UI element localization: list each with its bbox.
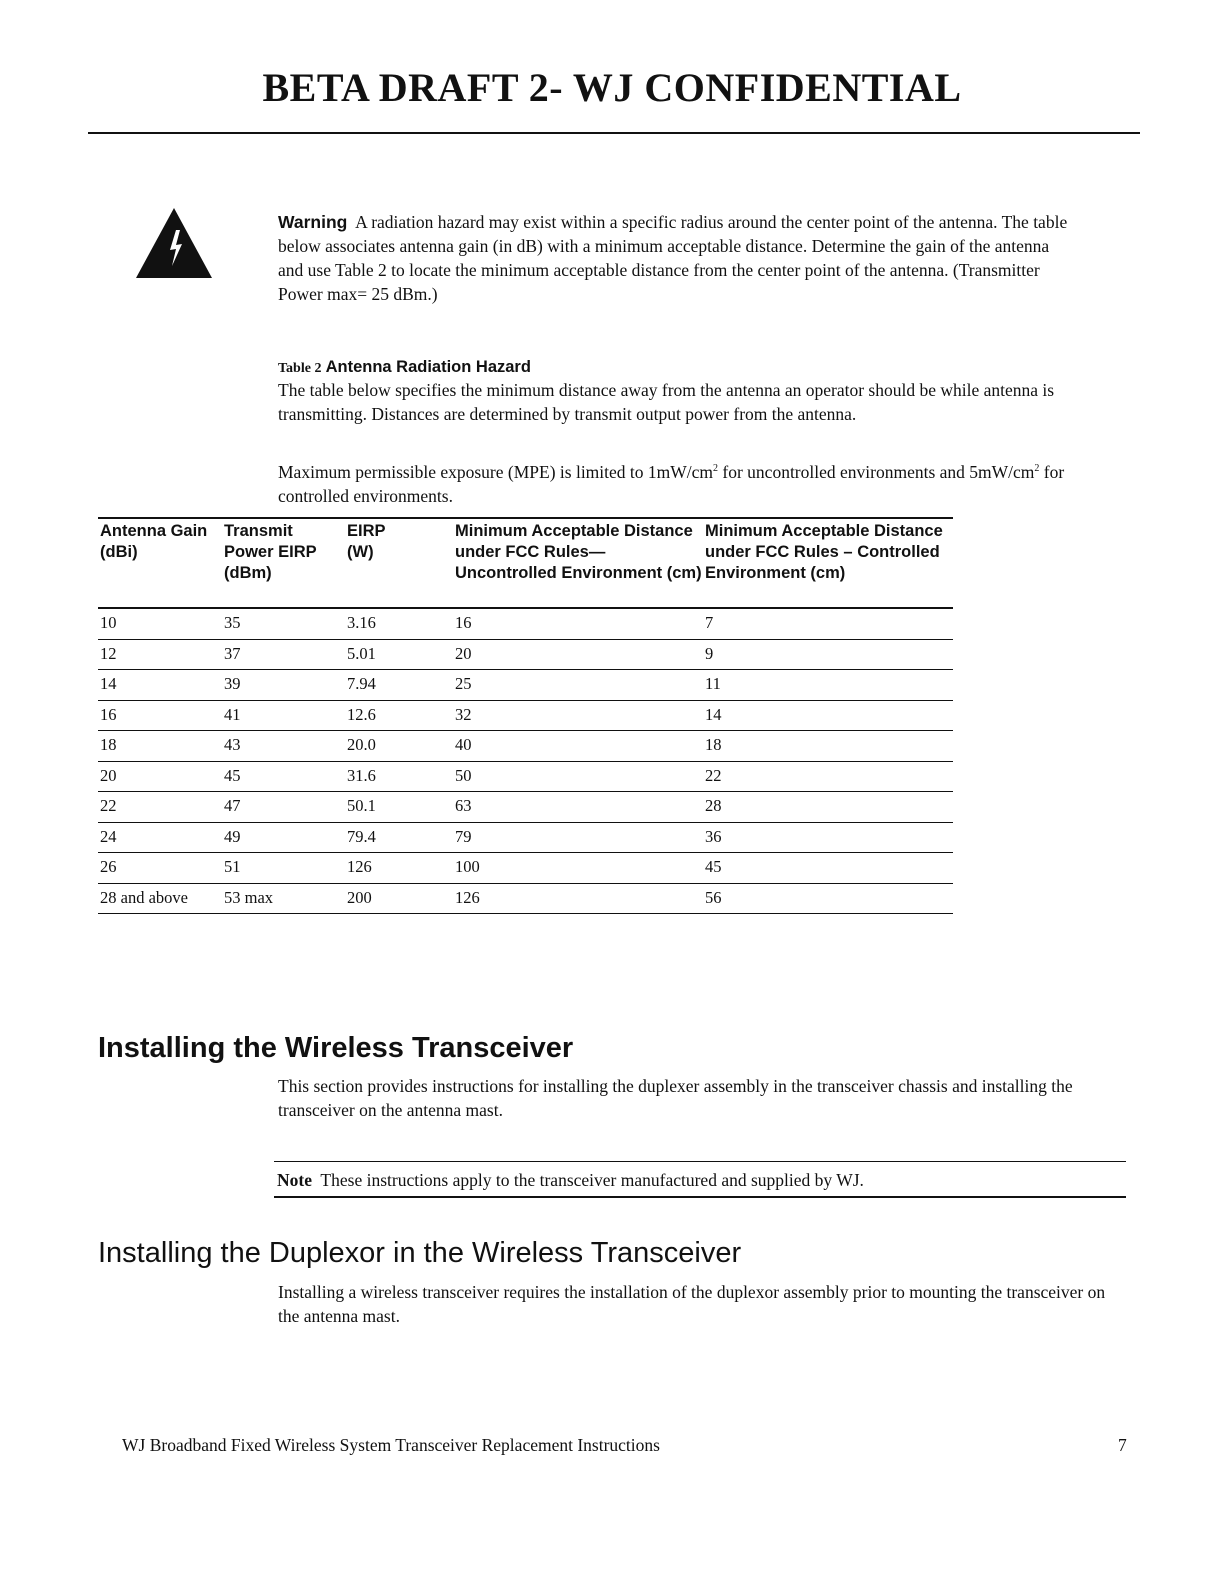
table-cell: 36 [705, 826, 722, 846]
table-row [98, 853, 953, 884]
table-cell: 126 [347, 857, 372, 876]
table-cell: 22 [705, 765, 722, 785]
footer-text: WJ Broadband Fixed Wireless System Transceiver Replacement Instructions [122, 1435, 660, 1455]
install-heading: Installing the Wireless Transceiver [98, 1032, 574, 1064]
table-cell: 100 [455, 857, 480, 876]
table-cell: 12.6 [347, 704, 376, 724]
table-cell: 39 [224, 674, 241, 693]
install-body: This section provides instructions for installing the duplexer assembly in the transceiver chassis and installing the transceiver on the antenna mast. [278, 1076, 1073, 1120]
table-cell: 126 [455, 887, 480, 907]
table-number: Table 2 [278, 361, 322, 376]
table-cell: 7.94 [347, 674, 376, 693]
duplexor-heading: Installing the Duplexor in the Wireless Transceiver [98, 1237, 742, 1269]
table-cell: 20.0 [347, 735, 376, 754]
table-cell: 14 [705, 704, 722, 724]
table-cell: 37 [224, 643, 241, 663]
table-cell: 43 [224, 735, 241, 754]
table-cell: 79.4 [347, 826, 376, 846]
table-cell: 41 [224, 704, 241, 724]
note-text: These instructions apply to the transceiver manufactured and supplied by WJ. [320, 1170, 864, 1190]
mpe-text-1: Maximum permissible exposure (MPE) is limited to 1mW/cm [278, 462, 714, 482]
table-cell: 25 [455, 674, 472, 693]
table-cell: 9 [705, 643, 714, 663]
mpe-text-2: for uncontrolled environments and 5mW/cm [718, 462, 1035, 482]
note-paragraph [277, 1169, 864, 1191]
table-cell: 51 [224, 857, 241, 876]
table-row [98, 792, 953, 823]
table-cell: 28 and above [100, 887, 188, 907]
note-box [274, 1161, 1126, 1198]
table-cell: 50.1 [347, 796, 376, 815]
table-cell: 50 [455, 765, 472, 785]
table-cell: 49 [224, 826, 241, 846]
table-row [98, 701, 953, 732]
table-cell: 200 [347, 887, 372, 907]
table-body [98, 609, 953, 914]
table-cell: 35 [224, 613, 241, 632]
warning-triangle-icon [136, 208, 212, 278]
table-cell: 18 [705, 735, 722, 754]
table-header-cell: Antenna Gain (dBi) [100, 522, 208, 561]
table-cell: 16 [455, 613, 472, 632]
table-row [98, 670, 953, 701]
table-row [98, 640, 953, 671]
table-cell: 56 [705, 887, 722, 907]
table-cell: 11 [705, 674, 721, 693]
table-header-row [98, 517, 953, 609]
table-cell: 45 [224, 765, 241, 785]
table-header-cell: Minimum Acceptable Distance under FCC Rules – Controlled Environment (cm) [705, 522, 943, 582]
mpe-text-3: for controlled environments. [278, 462, 1065, 506]
header-rule [88, 132, 1140, 134]
table-cell: 79 [455, 826, 472, 846]
table-cell: 40 [455, 735, 472, 754]
page-header-title: BETA DRAFT 2- WJ CONFIDENTIAL [262, 65, 962, 110]
table-cell: 5.01 [347, 643, 376, 663]
mpe-paragraph [278, 460, 1068, 508]
table-row [98, 762, 953, 793]
warning-text: A radiation hazard may exist within a specific radius around the center point of the antenna. The table below associates antenna gain (in dB) with a minimum acceptable distance. Determine the gain of the antenna and use Table 2 to locate the minimum acceptable distance from the center point of the antenna. (Transmitter Power max= 25 dBm.) [278, 212, 1068, 304]
table-header-cell: Transmit Power EIRP (dBm) [224, 522, 317, 582]
table-cell: 28 [705, 796, 722, 815]
table-cell: 22 [100, 796, 117, 815]
antenna-hazard-table [98, 517, 953, 914]
table-cell: 18 [100, 735, 117, 754]
table-cell: 45 [705, 857, 722, 876]
table-cell: 12 [100, 643, 117, 663]
page-number: 7 [1118, 1435, 1127, 1455]
table-cell: 53 max [224, 887, 274, 907]
table-cell: 47 [224, 796, 241, 815]
table-header-cell: EIRP (W) [347, 522, 386, 561]
table-description: The table below specifies the minimum distance away from the antenna an operator should be while antenna is transmitting. Distances are determined by transmit output power from the antenna. [278, 380, 1055, 424]
note-label: Note [277, 1170, 312, 1190]
table-row [98, 823, 953, 854]
table-cell: 16 [100, 704, 117, 724]
table-cell: 24 [100, 826, 117, 846]
mpe-sup-1: 2 [713, 463, 719, 474]
table-header-cell: Minimum Acceptable Distance under FCC Rules— Uncontrolled Environment (cm) [455, 522, 702, 582]
table-cell: 31.6 [347, 765, 376, 785]
table-caption [278, 356, 1078, 380]
table-row [98, 884, 953, 915]
table-row [98, 731, 953, 762]
warning-paragraph [278, 210, 1078, 306]
warning-label: Warning [278, 212, 348, 232]
table-cell: 10 [100, 613, 117, 632]
table-cell: 7 [705, 613, 714, 632]
table-title: Antenna Radiation Hazard [325, 358, 531, 376]
table-cell: 3.16 [347, 613, 376, 632]
table-cell: 20 [100, 765, 117, 785]
table-cell: 32 [455, 704, 472, 724]
table-cell: 63 [455, 796, 472, 815]
mpe-sup-2: 2 [1034, 463, 1040, 474]
table-row [98, 609, 953, 640]
duplexor-body: Installing a wireless transceiver requires the installation of the duplexor assembly prior to mounting the transceiver on the antenna mast. [278, 1282, 1106, 1326]
table-cell: 26 [100, 857, 117, 876]
table-cell: 14 [100, 674, 117, 693]
table-cell: 20 [455, 643, 472, 663]
